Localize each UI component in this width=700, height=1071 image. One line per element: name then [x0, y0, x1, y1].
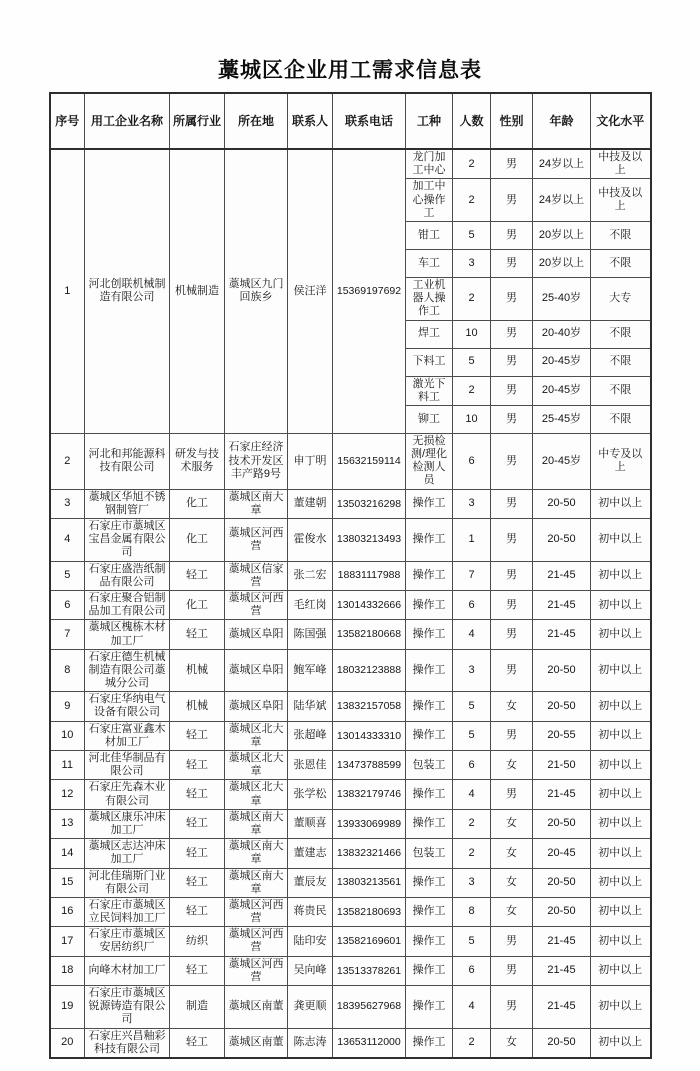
seq-cell: 15 [50, 868, 85, 897]
table-header [50, 93, 651, 149]
contact-cell: 吴向峰 [288, 956, 333, 985]
gender-cell: 女 [491, 809, 533, 838]
gender-cell: 男 [491, 986, 533, 1029]
age-cell: 20-50 [533, 809, 591, 838]
education-cell: 不限 [591, 348, 651, 376]
table-body [50, 149, 651, 1058]
job-type-cell: 加工中心操作工 [406, 179, 453, 222]
count-cell: 10 [453, 405, 491, 433]
age-cell: 20-50 [533, 692, 591, 721]
contact-cell: 陈国强 [288, 620, 333, 649]
age-cell: 20-50 [533, 649, 591, 692]
education-cell: 初中以上 [591, 986, 651, 1029]
education-cell: 不限 [591, 320, 651, 348]
location-cell: 藁城区河西营 [225, 956, 288, 985]
job-type-cell: 操作工 [406, 956, 453, 985]
industry-cell: 制造 [170, 986, 225, 1029]
count-cell: 2 [453, 277, 491, 320]
location-cell: 藁城区信家营 [225, 561, 288, 590]
column-header: 联系电话 [333, 93, 406, 149]
company-row [50, 519, 651, 562]
industry-cell: 机械 [170, 692, 225, 721]
age-cell: 21-50 [533, 751, 591, 780]
header-row [50, 93, 651, 149]
company-row [50, 751, 651, 780]
count-cell: 4 [453, 986, 491, 1029]
count-cell: 6 [453, 751, 491, 780]
gender-cell: 男 [491, 277, 533, 320]
location-cell: 藁城区阜阳 [225, 620, 288, 649]
location-cell: 石家庄经济技术开发区丰产路9号 [225, 433, 288, 489]
seq-cell: 17 [50, 927, 85, 956]
seq-cell: 13 [50, 809, 85, 838]
job-type-cell: 操作工 [406, 986, 453, 1029]
company-name-cell: 河北佳瑞斯门业有限公司 [85, 868, 170, 897]
industry-cell: 轻工 [170, 809, 225, 838]
seq-cell: 14 [50, 839, 85, 868]
seq-cell: 12 [50, 780, 85, 809]
education-cell: 初中以上 [591, 519, 651, 562]
job-type-cell: 操作工 [406, 590, 453, 619]
gender-cell: 男 [491, 405, 533, 433]
company-row [50, 649, 651, 692]
location-cell: 藁城区九门回族乡 [225, 149, 288, 433]
age-cell: 25-40岁 [533, 277, 591, 320]
industry-cell: 研发与技术服务 [170, 433, 225, 489]
count-cell: 3 [453, 868, 491, 897]
gender-cell: 男 [491, 780, 533, 809]
contact-cell: 毛红岗 [288, 590, 333, 619]
contact-cell: 陆华斌 [288, 692, 333, 721]
job-type-cell: 操作工 [406, 1028, 453, 1058]
age-cell: 20-45岁 [533, 433, 591, 489]
phone-cell: 13832179746 [333, 780, 406, 809]
company-row [50, 986, 651, 1029]
gender-cell: 女 [491, 839, 533, 868]
company-name-cell: 石家庄兴昌釉彩科技有限公司 [85, 1028, 170, 1058]
age-cell: 20岁以上 [533, 249, 591, 277]
column-header: 人数 [453, 93, 491, 149]
seq-cell: 10 [50, 721, 85, 750]
age-cell: 20-45岁 [533, 348, 591, 376]
age-cell: 21-45 [533, 590, 591, 619]
phone-cell: 13832321466 [333, 839, 406, 868]
phone-cell: 13014332666 [333, 590, 406, 619]
age-cell: 20-45 [533, 839, 591, 868]
job-type-cell: 操作工 [406, 897, 453, 926]
industry-cell: 轻工 [170, 721, 225, 750]
contact-cell: 张二宏 [288, 561, 333, 590]
gender-cell: 女 [491, 1028, 533, 1058]
phone-cell: 13582180668 [333, 620, 406, 649]
company-name-cell: 藁城区康乐冲床加工厂 [85, 809, 170, 838]
seq-cell: 9 [50, 692, 85, 721]
education-cell: 中技及以上 [591, 179, 651, 222]
column-header: 所属行业 [170, 93, 225, 149]
location-cell: 藁城区南大章 [225, 489, 288, 518]
gender-cell: 男 [491, 179, 533, 222]
phone-cell: 15632159114 [333, 433, 406, 489]
count-cell: 4 [453, 620, 491, 649]
job-type-cell: 车工 [406, 249, 453, 277]
company-name-cell: 河北创联机械制造有限公司 [85, 149, 170, 433]
company-row [50, 1028, 651, 1058]
phone-cell: 18032123888 [333, 649, 406, 692]
phone-cell: 13803213493 [333, 519, 406, 562]
age-cell: 21-45 [533, 561, 591, 590]
contact-cell: 董顺喜 [288, 809, 333, 838]
industry-cell: 机械制造 [170, 149, 225, 433]
education-cell: 初中以上 [591, 956, 651, 985]
gender-cell: 男 [491, 620, 533, 649]
gender-cell: 男 [491, 433, 533, 489]
age-cell: 20-50 [533, 489, 591, 518]
contact-cell: 董辰友 [288, 868, 333, 897]
gender-cell: 男 [491, 348, 533, 376]
company-row [50, 897, 651, 926]
count-cell: 2 [453, 839, 491, 868]
job-type-cell: 操作工 [406, 780, 453, 809]
count-cell: 6 [453, 433, 491, 489]
phone-cell: 13832157058 [333, 692, 406, 721]
phone-cell: 13473788599 [333, 751, 406, 780]
education-cell: 初中以上 [591, 692, 651, 721]
count-cell: 6 [453, 956, 491, 985]
age-cell: 20-55 [533, 721, 591, 750]
gender-cell: 男 [491, 376, 533, 405]
seq-cell: 20 [50, 1028, 85, 1058]
company-row [50, 433, 651, 489]
company-name-cell: 石家庄富亚鑫木材加工厂 [85, 721, 170, 750]
job-type-cell: 操作工 [406, 927, 453, 956]
company-row [50, 927, 651, 956]
count-cell: 3 [453, 249, 491, 277]
gender-cell: 男 [491, 519, 533, 562]
contact-cell: 陆印安 [288, 927, 333, 956]
company-name-cell: 石家庄德生机械制造有限公司藁城分公司 [85, 649, 170, 692]
age-cell: 20-50 [533, 519, 591, 562]
phone-cell: 15369197692 [333, 149, 406, 433]
education-cell: 不限 [591, 221, 651, 249]
count-cell: 5 [453, 721, 491, 750]
company-name-cell: 河北佳华制品有限公司 [85, 751, 170, 780]
column-header: 工种 [406, 93, 453, 149]
education-cell: 初中以上 [591, 1028, 651, 1058]
company-row [50, 692, 651, 721]
column-header: 序号 [50, 93, 85, 149]
location-cell: 藁城区河西营 [225, 519, 288, 562]
contact-cell: 陈志涛 [288, 1028, 333, 1058]
count-cell: 2 [453, 149, 491, 179]
education-cell: 初中以上 [591, 780, 651, 809]
education-cell: 初中以上 [591, 751, 651, 780]
count-cell: 2 [453, 809, 491, 838]
count-cell: 7 [453, 561, 491, 590]
gender-cell: 男 [491, 149, 533, 179]
industry-cell: 机械 [170, 649, 225, 692]
seq-cell: 7 [50, 620, 85, 649]
contact-cell: 董建志 [288, 839, 333, 868]
seq-cell: 8 [50, 649, 85, 692]
phone-cell: 13582180693 [333, 897, 406, 926]
age-cell: 20-40岁 [533, 320, 591, 348]
location-cell: 藁城区北大章 [225, 780, 288, 809]
count-cell: 8 [453, 897, 491, 926]
job-type-cell: 下料工 [406, 348, 453, 376]
phone-cell: 13582169601 [333, 927, 406, 956]
company-row [50, 868, 651, 897]
contact-cell: 申丁明 [288, 433, 333, 489]
phone-cell: 13503216298 [333, 489, 406, 518]
company-row [50, 590, 651, 619]
industry-cell: 轻工 [170, 839, 225, 868]
education-cell: 初中以上 [591, 649, 651, 692]
contact-cell: 龚更顺 [288, 986, 333, 1029]
education-cell: 不限 [591, 249, 651, 277]
job-type-cell: 无损检测/理化检测人员 [406, 433, 453, 489]
gender-cell: 女 [491, 897, 533, 926]
seq-cell: 19 [50, 986, 85, 1029]
contact-cell: 蒋贵民 [288, 897, 333, 926]
age-cell: 24岁以上 [533, 149, 591, 179]
count-cell: 5 [453, 927, 491, 956]
age-cell: 21-45 [533, 620, 591, 649]
age-cell: 20-50 [533, 868, 591, 897]
industry-cell: 化工 [170, 590, 225, 619]
contact-cell: 张学松 [288, 780, 333, 809]
contact-cell: 张超峰 [288, 721, 333, 750]
education-cell: 不限 [591, 405, 651, 433]
gender-cell: 女 [491, 751, 533, 780]
job-type-cell: 钳工 [406, 221, 453, 249]
industry-cell: 轻工 [170, 780, 225, 809]
column-header: 文化水平 [591, 93, 651, 149]
phone-cell: 18831117988 [333, 561, 406, 590]
industry-cell: 轻工 [170, 868, 225, 897]
gender-cell: 女 [491, 692, 533, 721]
education-cell: 初中以上 [591, 868, 651, 897]
seq-cell: 18 [50, 956, 85, 985]
location-cell: 藁城区河西营 [225, 927, 288, 956]
count-cell: 5 [453, 221, 491, 249]
gender-cell: 女 [491, 868, 533, 897]
gender-cell: 男 [491, 956, 533, 985]
job-type-cell: 操作工 [406, 809, 453, 838]
count-cell: 3 [453, 649, 491, 692]
contact-cell: 霍俊水 [288, 519, 333, 562]
age-cell: 21-45 [533, 986, 591, 1029]
job-type-cell: 激光下料工 [406, 376, 453, 405]
job-type-cell: 工业机器人操作工 [406, 277, 453, 320]
company-name-cell: 藁城区志达冲床加工厂 [85, 839, 170, 868]
job-type-cell: 操作工 [406, 692, 453, 721]
age-cell: 20-50 [533, 897, 591, 926]
gender-cell: 男 [491, 221, 533, 249]
count-cell: 2 [453, 376, 491, 405]
phone-cell: 13803213561 [333, 868, 406, 897]
location-cell: 藁城区南董 [225, 1028, 288, 1058]
company-name-cell: 石家庄先森木业有限公司 [85, 780, 170, 809]
job-type-cell: 操作工 [406, 868, 453, 897]
gender-cell: 男 [491, 561, 533, 590]
company-name-cell: 石家庄市藁城区宝昌金属有限公司 [85, 519, 170, 562]
location-cell: 藁城区南大章 [225, 868, 288, 897]
job-type-cell: 操作工 [406, 721, 453, 750]
phone-cell: 18395627968 [333, 986, 406, 1029]
job-row [50, 149, 651, 179]
education-cell: 初中以上 [591, 809, 651, 838]
industry-cell: 化工 [170, 519, 225, 562]
company-name-cell: 石家庄市藁城区立民饲料加工厂 [85, 897, 170, 926]
education-cell: 初中以上 [591, 590, 651, 619]
company-row [50, 780, 651, 809]
contact-cell: 张恩佳 [288, 751, 333, 780]
company-name-cell: 石家庄聚合铝制品加工有限公司 [85, 590, 170, 619]
phone-cell: 13653112000 [333, 1028, 406, 1058]
contact-cell: 鲍军峰 [288, 649, 333, 692]
job-type-cell: 操作工 [406, 649, 453, 692]
count-cell: 2 [453, 179, 491, 222]
location-cell: 藁城区南大章 [225, 809, 288, 838]
education-cell: 初中以上 [591, 897, 651, 926]
gender-cell: 男 [491, 927, 533, 956]
location-cell: 藁城区北大章 [225, 721, 288, 750]
company-row [50, 809, 651, 838]
company-row [50, 839, 651, 868]
industry-cell: 轻工 [170, 897, 225, 926]
seq-cell: 3 [50, 489, 85, 518]
company-row [50, 561, 651, 590]
seq-cell: 16 [50, 897, 85, 926]
company-name-cell: 石家庄市藁城区安居纺织厂 [85, 927, 170, 956]
count-cell: 10 [453, 320, 491, 348]
industry-cell: 轻工 [170, 1028, 225, 1058]
company-name-cell: 藁城区华旭不锈钢制管厂 [85, 489, 170, 518]
phone-cell: 13933069989 [333, 809, 406, 838]
company-name-cell: 藁城区槐栋木材加工厂 [85, 620, 170, 649]
job-type-cell: 操作工 [406, 561, 453, 590]
phone-cell: 13513378261 [333, 956, 406, 985]
seq-cell: 4 [50, 519, 85, 562]
contact-cell: 董建朝 [288, 489, 333, 518]
column-header: 所在地 [225, 93, 288, 149]
industry-cell: 纺织 [170, 927, 225, 956]
education-cell: 初中以上 [591, 927, 651, 956]
location-cell: 藁城区阜阳 [225, 692, 288, 721]
column-header: 联系人 [288, 93, 333, 149]
seq-cell: 1 [50, 149, 85, 433]
age-cell: 20-45岁 [533, 376, 591, 405]
gender-cell: 男 [491, 721, 533, 750]
education-cell: 不限 [591, 376, 651, 405]
job-type-cell: 操作工 [406, 519, 453, 562]
location-cell: 藁城区河西营 [225, 590, 288, 619]
seq-cell: 5 [50, 561, 85, 590]
industry-cell: 轻工 [170, 561, 225, 590]
job-type-cell: 焊工 [406, 320, 453, 348]
education-cell: 初中以上 [591, 561, 651, 590]
age-cell: 25-45岁 [533, 405, 591, 433]
count-cell: 6 [453, 590, 491, 619]
education-cell: 初中以上 [591, 489, 651, 518]
job-type-cell: 操作工 [406, 489, 453, 518]
education-cell: 中技及以上 [591, 149, 651, 179]
job-type-cell: 包装工 [406, 839, 453, 868]
education-cell: 中专及以上 [591, 433, 651, 489]
job-type-cell: 龙门加工中心 [406, 149, 453, 179]
company-name-cell: 石家庄盛浩纸制品有限公司 [85, 561, 170, 590]
page-title: 藁城区企业用工需求信息表 [218, 59, 482, 82]
location-cell: 藁城区阜阳 [225, 649, 288, 692]
education-cell: 大专 [591, 277, 651, 320]
job-type-cell: 铆工 [406, 405, 453, 433]
job-type-cell: 操作工 [406, 620, 453, 649]
gender-cell: 男 [491, 649, 533, 692]
age-cell: 21-45 [533, 927, 591, 956]
contact-cell: 侯汪洋 [288, 149, 333, 433]
education-cell: 初中以上 [591, 620, 651, 649]
phone-cell: 13014333310 [333, 721, 406, 750]
education-cell: 初中以上 [591, 721, 651, 750]
location-cell: 藁城区南大章 [225, 839, 288, 868]
location-cell: 藁城区河西营 [225, 897, 288, 926]
count-cell: 2 [453, 1028, 491, 1058]
job-type-cell: 包装工 [406, 751, 453, 780]
gender-cell: 男 [491, 320, 533, 348]
age-cell: 21-45 [533, 956, 591, 985]
industry-cell: 化工 [170, 489, 225, 518]
company-row [50, 721, 651, 750]
gender-cell: 男 [491, 590, 533, 619]
company-name-cell: 向峰木材加工厂 [85, 956, 170, 985]
age-cell: 24岁以上 [533, 179, 591, 222]
gender-cell: 男 [491, 249, 533, 277]
column-header: 年龄 [533, 93, 591, 149]
count-cell: 5 [453, 692, 491, 721]
education-cell: 初中以上 [591, 839, 651, 868]
seq-cell: 2 [50, 433, 85, 489]
count-cell: 1 [453, 519, 491, 562]
column-header: 用工企业名称 [85, 93, 170, 149]
location-cell: 藁城区北大章 [225, 751, 288, 780]
count-cell: 3 [453, 489, 491, 518]
age-cell: 20-50 [533, 1028, 591, 1058]
seq-cell: 6 [50, 590, 85, 619]
company-row [50, 620, 651, 649]
column-header: 性别 [491, 93, 533, 149]
company-row [50, 489, 651, 518]
location-cell: 藁城区南董 [225, 986, 288, 1029]
age-cell: 20岁以上 [533, 221, 591, 249]
employment-demand-table [49, 92, 652, 1059]
count-cell: 5 [453, 348, 491, 376]
company-name-cell: 石家庄市藁城区锐源铸造有限公司 [85, 986, 170, 1029]
industry-cell: 轻工 [170, 751, 225, 780]
company-name-cell: 石家庄华纳电气设备有限公司 [85, 692, 170, 721]
count-cell: 4 [453, 780, 491, 809]
age-cell: 21-45 [533, 780, 591, 809]
industry-cell: 轻工 [170, 620, 225, 649]
company-row [50, 956, 651, 985]
seq-cell: 11 [50, 751, 85, 780]
company-name-cell: 河北和邦能源科技有限公司 [85, 433, 170, 489]
gender-cell: 男 [491, 489, 533, 518]
industry-cell: 轻工 [170, 956, 225, 985]
